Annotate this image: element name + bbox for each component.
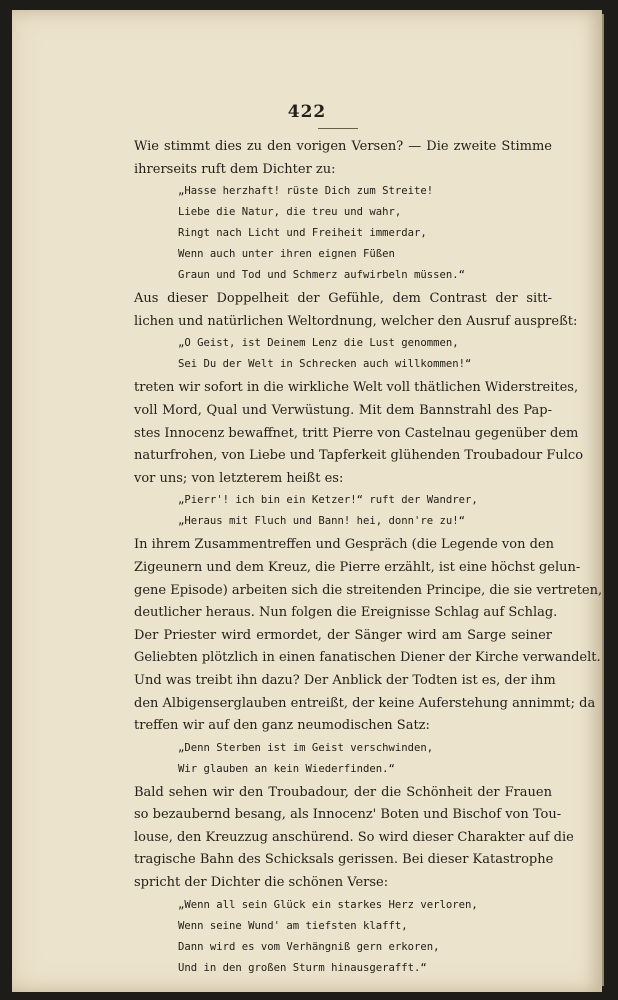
book-page: [12, 10, 602, 992]
verse-line: Wir glauben an kein Wiederfinden.“: [178, 762, 395, 775]
verse-line: Ringt nach Licht und Freiheit immerdar,: [178, 227, 427, 240]
verse-quote: [178, 738, 552, 780]
paragraph: [134, 377, 584, 490]
text-line: deutlicher heraus. Nun folgen die Ereignisse Schlag auf Schlag.: [134, 605, 558, 621]
text-line: Bald sehen wir den Troubadour, der die Schönheit der Frauen: [134, 784, 552, 800]
text-line: gene Episode) arbeiten sich die streitenden Principe, die sie vertreten,: [134, 582, 603, 598]
text-line: den Albigenserglauben entreißt, der keine Auferstehung annimmt; da: [134, 695, 596, 711]
verse-line: „Hasse herzhaft! rüste Dich zum Streite!: [178, 185, 434, 198]
paragraph: [134, 288, 578, 333]
text-line: vor uns; von letzterem heißt es:: [134, 470, 344, 486]
verse-line: Liebe die Natur, die treu und wahr,: [178, 206, 402, 219]
verse-line: Sei Du der Welt in Schrecken auch willkommen!“: [178, 358, 472, 371]
text-line: naturfrohen, von Liebe und Tapferkeit glühenden Troubadour Fulco: [134, 448, 584, 464]
text-line: Wie stimmt dies zu den vorigen Versen? — Die zweite Stimme: [134, 139, 552, 154]
verse-line: „O Geist, ist Deinem Lenz die Lust genommen,: [178, 337, 459, 350]
verse-quote: [178, 181, 552, 286]
verse-line: „Pierr'! ich bin ein Ketzer!“ ruft der Wandrer,: [178, 494, 478, 507]
text-line: ihrerseits ruft dem Dichter zu:: [134, 161, 336, 177]
text-line: Und was treibt ihn dazu? Der Anblick der Todten ist es, der ihm: [134, 672, 556, 688]
paragraph: [134, 534, 603, 737]
text-line: so bezaubernd besang, als Innocenz' Boten und Bischof von Tou-: [134, 807, 562, 823]
verse-line: „Heraus mit Fluch und Bann! hei, donn're zu!“: [178, 515, 466, 528]
text-line: Aus dieser Doppelheit der Gefühle, dem Contrast der sitt-: [134, 291, 552, 307]
text-line: In ihrem Zusammentreffen und Gespräch (die Legende von den: [134, 537, 554, 553]
verse-line: „Wenn all sein Glück ein starkes Herz verloren,: [178, 898, 478, 911]
text-line: Zigeunern und dem Kreuz, die Pierre erzählt, ist eine höchst gelun-: [134, 559, 581, 575]
text-line: spricht der Dichter die schönen Verse:: [134, 875, 389, 891]
text-line: treten wir sofort in die wirkliche Welt voll thätlichen Widerstreites,: [134, 380, 579, 396]
text-line: stes Innocenz bewaffnet, tritt Pierre von Castelnau gegenüber dem: [134, 425, 579, 441]
verse-line: Wenn auch unter ihren eignen Füßen: [178, 248, 395, 261]
verse-quote: [178, 490, 552, 532]
text-line: lichen und natürlichen Weltordnung, welcher den Ausruf auspreßt:: [134, 313, 578, 329]
text-line: Geliebten plötzlich in einen fanatischen Diener der Kirche verwandelt.: [134, 650, 601, 666]
text-line: Der Priester wird ermordet, der Sänger wird am Sarge seiner: [134, 627, 552, 643]
verse-line: Und in den großen Sturm hinausgerafft.“: [178, 961, 427, 974]
paragraph: [134, 782, 574, 895]
verse-line: „Denn Sterben ist im Geist verschwinden,: [178, 741, 434, 754]
paragraph: [134, 136, 552, 181]
verse-line: Wenn seine Wund' am tiefsten klafft,: [178, 919, 408, 932]
verse-quote: [178, 333, 552, 375]
page-number-rule: [318, 128, 358, 129]
page-number: 422: [287, 102, 327, 122]
verse-quote: [178, 895, 552, 979]
text-line: louse, den Kreuzzug anschürend. So wird dieser Charakter auf die: [134, 829, 574, 845]
text-line: tragische Bahn des Schicksals gerissen. Bei dieser Katastrophe: [134, 852, 554, 868]
text-line: treffen wir auf den ganz neumodischen Satz:: [134, 718, 430, 734]
page-text: [134, 136, 603, 981]
verse-line: Graun und Tod und Schmerz aufwirbeln müssen.“: [178, 269, 466, 282]
text-line: voll Mord, Qual und Verwüstung. Mit dem Bannstrahl des Pap-: [134, 402, 552, 418]
verse-line: Dann wird es vom Verhängniß gern erkoren,: [178, 940, 440, 953]
